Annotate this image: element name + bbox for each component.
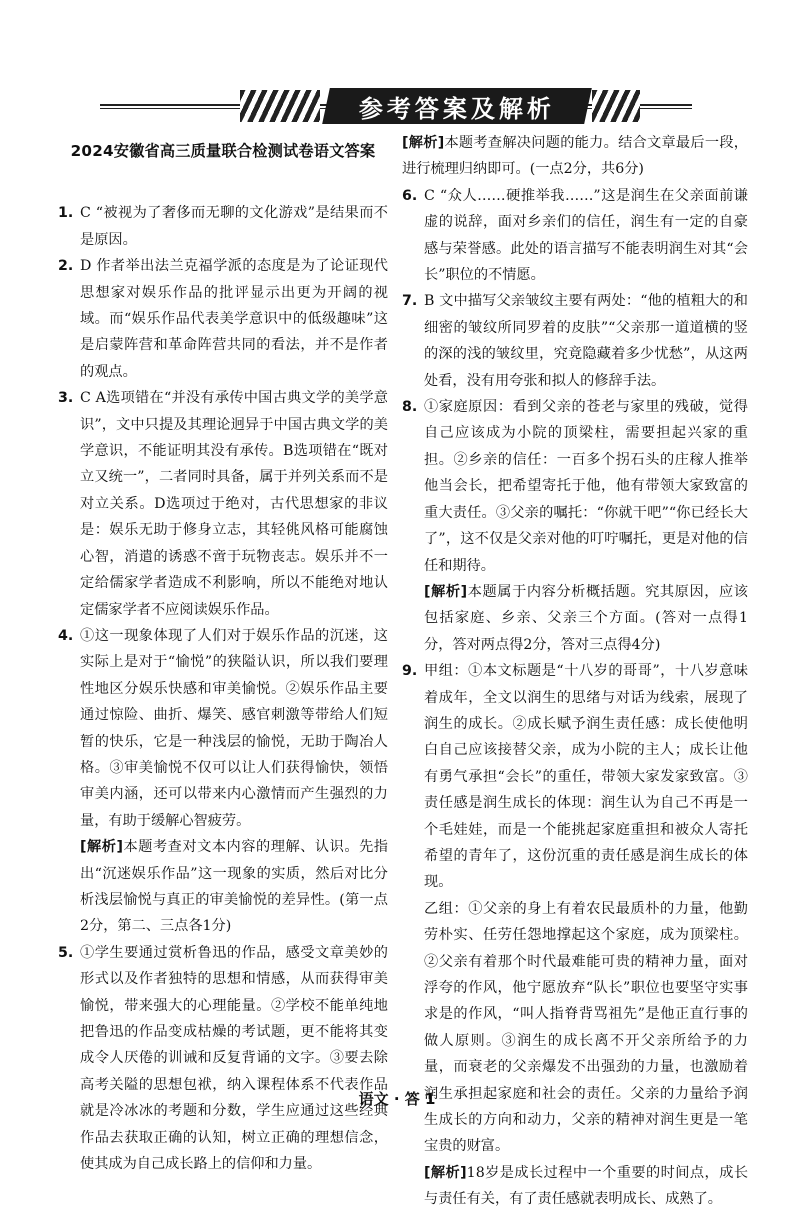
analysis-text: 18岁是成长过程中一个重要的时间点，成长与责任有关，有了责任感就表明成长、成熟了。	[424, 1164, 749, 1208]
answer-item-1	[58, 200, 388, 253]
item-text: ①家庭原因：看到父亲的苍老与家里的残破，觉得自己应该成为小院的顶梁柱，需要担起兴家的重担。②乡亲的信任：一百多个拐石头的庄稼人推举他当会长，把希望寄托于他，他有带领大家致富的重大责任。③父亲的嘱托：“你就干吧”“你已经长大了”，这不仅是父亲对他的叮咛嘱托，更是对他的信任和期待。	[424, 399, 748, 574]
item-number: 5.	[58, 944, 74, 961]
item-number: 2.	[58, 258, 74, 275]
item-text: 甲组：①本文标题是“十八岁的哥哥”，十八岁意味着成年，全文以润生的思绪与对话为线索，展现了润生的成长。②成长赋予润生责任感：成长使他明白自己应该接替父亲，成为小院的主人；成长让他有勇气承担“会长”的重任，带领大家发家致富。③责任感是润生成长的体现：润生认为自己不再是一个毛娃娃，而是一个能挑起家庭重担和被众人寄托希望的青年了，这份沉重的责任感是润生成长的体现。	[424, 663, 748, 891]
answer-item-9	[402, 658, 748, 1213]
item-analysis	[80, 834, 388, 940]
page-footer: 语文 · 答 1	[358, 1090, 436, 1108]
answer-item-3	[58, 385, 388, 623]
item-5-analysis	[402, 130, 748, 183]
group-b-text: 乙组：①父亲的身上有着农民最质朴的力量，他勤劳朴实、任劳任怨地撑起这个家庭，成为顶梁柱。②父亲有着那个时代最难能可贵的精神力量，面对浮夸的作风，他宁愿放弃“队长”职位也要坚守实事求是的作风，“叫人指脊背骂祖先”是他正直行事的做人原则。③润生的成长离不开父亲所给予的力量，而衰老的父亲爆发不出强劲的力量，也激励着润生承担起家庭和社会的责任。父亲的力量给予润生成长的方向和动力，父亲的精神对润生更是一笔宝贵的财富。	[424, 900, 748, 1155]
item-number: 3.	[58, 390, 74, 407]
answer-item-7	[402, 288, 748, 394]
analysis-tag: [解析]	[424, 583, 468, 600]
document-title: 2024安徽省高三质量联合检测试卷语文答案	[70, 142, 376, 160]
item-number: 6.	[402, 187, 418, 204]
answer-banner	[100, 86, 692, 126]
analysis-tag: [解析]	[80, 839, 123, 856]
banner-title: 参考答案及解析	[359, 94, 555, 123]
item-text: B 文中描写父亲皱纹主要有两处：“他的植粗大的和细密的皱纹所同罗着的皮肤”“父亲那一道道横的竖的深的浅的皱纹里，究竟隐藏着多少忧愁”，从这两处看，没有用夸张和拟人的修辞手法。	[424, 293, 748, 389]
analysis-text: 本题考查解决问题的能力。结合文章最后一段，进行梳理归纳即可。(一点2分，共6分)	[402, 135, 748, 178]
right-column	[402, 130, 748, 1213]
analysis-tag: [解析]	[424, 1164, 467, 1181]
answer-item-5	[58, 940, 388, 1178]
item-text: C “被视为了奢侈而无聊的文化游戏”是结果而不是原因。	[80, 205, 388, 248]
answer-item-2	[58, 253, 388, 385]
answer-item-8	[402, 394, 748, 658]
item-text: C A选项错在“并没有承传中国古典文学的美学意识”，文中只提及其理论迥异于中国古典文学的美学意识，不能证明其没有承传。B选项错在“既对立又统一”，二者同时具备，属于并列关系而不是对立关系。D选项过于绝对，古代思想家的非议是：娱乐无助于修身立志，其轻佻风格可能腐蚀心智，消遣的诱惑不啻于玩物丧志。娱乐并不一定给儒家学者造成不利影响，所以不能绝对地认定儒家学者不应阅读娱乐作品。	[80, 390, 388, 618]
answer-item-4	[58, 623, 388, 940]
answer-item-6	[402, 183, 748, 289]
analysis-text: 本题属于内容分析概括题。究其原因，应该包括家庭、乡亲、父亲三个方面。(答对一点得1分，答对两点得2分，答对三点得4分)	[424, 583, 748, 653]
item-text: ①学生要通过赏析鲁迅的作品，感受文章美妙的形式以及作者独特的思想和情感，从而获得审美愉悦，带来强大的心理能量。②学校不能单纯地把鲁迅的作品变成枯燥的考试题，更不能将其变成令人厌倦的训诫和反复背诵的文字。③要去除高考关隘的思想包袱，纳入课程体系不代表作品就是冷冰冰的考题和分数，学生应通过这些经典作品去获取正确的认知，树立正确的理想信念，使其成为自己成长路上的信仰和力量。	[80, 944, 388, 1173]
item-analysis	[424, 1160, 748, 1213]
item-number: 7.	[402, 293, 418, 310]
analysis-text: 本题考查对文本内容的理解、认识。先指出“沉迷娱乐作品”这一现象的实质，然后对比分析浅层愉悦与真正的审美愉悦的差异性。(第一点2分，第二、三点各1分)	[80, 839, 388, 935]
banner-title-box	[322, 88, 592, 124]
item-number: 1.	[58, 205, 74, 222]
left-column	[58, 130, 388, 1177]
item-text: D 作者举出法兰克福学派的态度是为了论证现代思想家对娱乐作品的批评显示出更为开阔的视域。而“娱乐作品代表美学意识中的低级趣味”这是启蒙阵营和革命阵营共同的看法，并不是作者的观点。	[80, 258, 388, 380]
item-analysis	[424, 579, 748, 658]
item-text: C “众人……硬推举我……”这是润生在父亲面前谦虚的说辞，面对乡亲们的信任，润生有一定的自豪感与荣誉感。此处的语言描写不能表明润生对其“会长”职位的不情愿。	[424, 187, 748, 284]
item-number: 9.	[402, 663, 418, 680]
analysis-tag: [解析]	[402, 135, 445, 151]
banner-stripes-right	[592, 90, 640, 122]
item-text: ①这一现象体现了人们对于娱乐作品的沉迷，这实际上是对于“愉悦”的狭隘认识，所以我们要理性地区分娱乐快感和审美愉悦。②娱乐作品主要通过惊险、曲折、爆笑、感官刺激等带给人们短暂的快乐，它是一种浅层的愉悦，无助于陶冶人格。③审美愉悦不仅可以让人们获得愉快，领悟审美内涵，还可以带来内心激情而产生强烈的力量，有助于缓解心智疲劳。	[80, 627, 388, 829]
item-number: 4.	[58, 627, 74, 644]
banner-stripes-left	[240, 90, 320, 122]
item-number: 8.	[402, 399, 418, 416]
